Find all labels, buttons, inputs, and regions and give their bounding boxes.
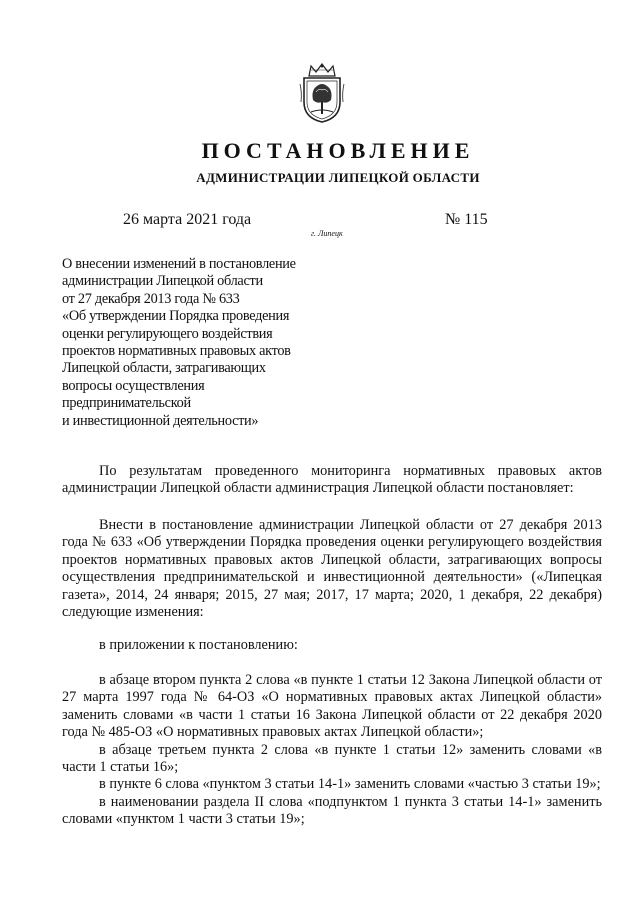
subject-line: администрации Липецкой области [62,273,263,290]
subject-line: и инвестиционной деятельности» [62,412,259,429]
amendment-item: в пункте 6 слова «пунктом 3 статьи 14-1» заменить словами «частью 3 статьи 19»; [99,776,601,793]
intro-paragraph: По результатам проведенного мониторинга нормативных правовых актов администрации Липецкой области администрация Липецкой области постановляет: [62,463,602,497]
document-title: ПОСТАНОВЛЕНИЕ [201,138,475,163]
document-subject [62,256,296,430]
subject-line: предпринимательской [62,395,191,412]
appendix-paragraph: в приложении к постановлению: [99,637,298,653]
subject-line: Липецкой области, затрагивающих [62,360,266,377]
amendment-list [62,672,602,829]
amendment-item: в абзаце втором пункта 2 слова «в пункте 1 статьи 12 Закона Липецкой области от 27 марта 1997 года № 64-ОЗ «О нормативных правовых актах Липецкой области» заменить словами «в части 1 статьи 16 Закона Липецкой области от 22 декабря 2020 года № 485-ОЗ «О нормативных правовых актах Липецкой области»; [62,672,602,741]
coat-of-arms-emblem-icon [299,62,345,124]
main-section [62,517,602,621]
amendment-item: в наименовании раздела II слова «подпунктом 1 пункта 3 статьи 14-1» заменить словами «пунктом 1 части 3 статьи 19»; [62,793,602,828]
subject-line: вопросы осуществления [62,377,205,394]
amendment-item: в абзаце третьем пункта 2 слова «в пункте 1 статьи 12» заменить словами «в части 1 статьи 16»; [62,741,602,776]
subject-line: от 27 декабря 2013 года № 633 [62,290,240,307]
subject-line: оценки регулирующего воздействия [62,325,273,342]
subject-line: проектов нормативных правовых актов [62,343,291,360]
document-date: 26 марта 2021 года [123,211,252,228]
document-city: г. Липецк [311,229,343,238]
main-paragraph: Внести в постановление администрации Липецкой области от 27 декабря 2013 года № 633 «Об утверждении Порядка проведения оценки регулирующего воздействия проектов нормативных правовых актов Липецкой области, затрагивающих вопросы осуществления предпринимательской и инвестиционной деятельности» («Липецкая газета», 2014, 24 января; 2015, 27 мая; 2017, 17 марта; 2020, 1 декабря, 22 декабря) следующие изменения: [62,517,602,621]
issuing-authority: АДМИНИСТРАЦИИ ЛИПЕЦКОЙ ОБЛАСТИ [196,170,480,185]
subject-line: О внесении изменений в постановление [62,256,296,272]
subject-line: «Об утверждении Порядка проведения [62,308,290,325]
appendix-section [62,637,602,654]
document-number: № 115 [445,211,488,228]
intro-section [62,463,602,498]
